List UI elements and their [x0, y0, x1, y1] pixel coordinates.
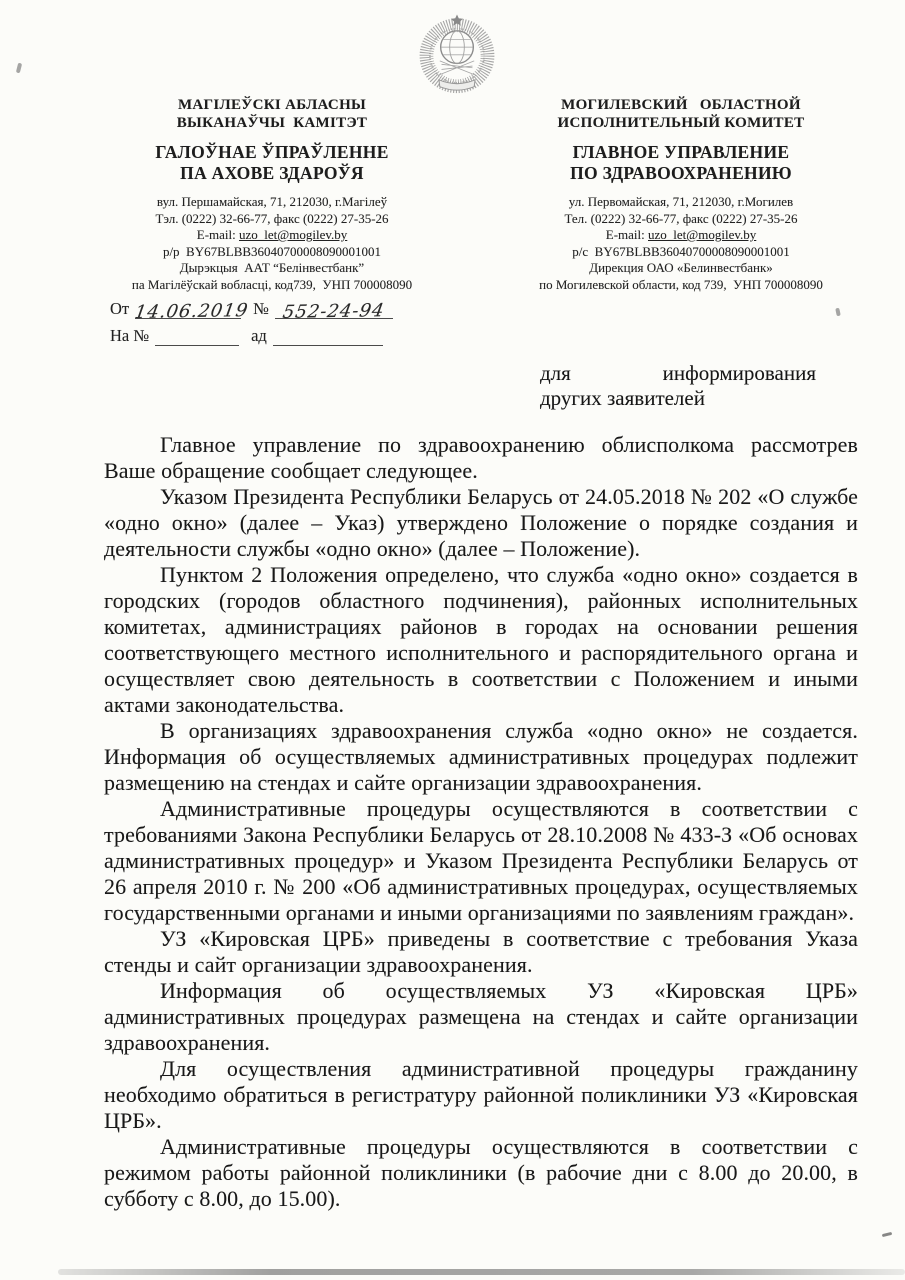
body-paragraph: Главное управление по здравоохранению облисполкома рассмотрев Ваше обращение сообщает следующее. [104, 432, 858, 483]
department-name-line: ПА АХОВЕ ЗДАРОЎЯ [180, 163, 364, 183]
phone-line: Тэл. (0222) 32-66-77, факс (0222) 27-35-26 [155, 210, 389, 226]
org-name-line: МАГІЛЕЎСКІ АБЛАСНЫ [177, 97, 367, 113]
department-name-line: ГАЛОЎНАЕ ЎПРАЎЛЕННЕ [155, 142, 389, 162]
contact-block [496, 194, 866, 293]
body-paragraph: Информация об осуществляемых УЗ «Кировская ЦРБ» административных процедурах размещена на стендах и сайте организации здравоохранения. [104, 978, 858, 1055]
body-paragraph: Административные процедуры осуществляются в соответствии с требованиями Закона Республики Беларусь от 28.10.2008 № 433-З «Об основах административных процедур» и Указом Президента Республики Беларусь от 26 апреля 2010 г. № 200 «Об административных процедурах, осуществляемых государственными органами и иными организациями по заявлениям граждан». [104, 796, 858, 925]
bank-account-line: р/с BY67BLBB36040700008090001001 [572, 243, 790, 259]
phone-line: Тел. (0222) 32-66-77, факс (0222) 27-35-26 [564, 210, 798, 226]
bank-account-line: р/р BY67BLBB36040700008090001001 [162, 243, 382, 259]
reply-number-label: На № [110, 326, 150, 345]
body-paragraph: Пунктом 2 Положения определено, что служба «одно окно» создается в городских (городов областного подчинения), районных исполнительных комитетах, администрациях районов в городах на основании решения соответствующего местного исполнительного и распорядительного органа и осуществляет свою деятельность в соответствии с Положением и иными актами законодательства. [104, 562, 858, 717]
bank-region-line: по Могилевской области, код 739, УНП 700008090 [539, 276, 823, 292]
letter-body [104, 432, 858, 1212]
email-line [98, 227, 446, 244]
body-paragraph: Для осуществления административной процедуры гражданину необходимо обратиться в регистратуру районной поликлиники УЗ «Кировская ЦРБ». [104, 1056, 858, 1133]
from-label: От [110, 299, 130, 318]
scan-speck-artifact [882, 1232, 892, 1237]
handwritten-number: 552-24-94 [281, 300, 387, 323]
addressee-line: для информирования [540, 361, 816, 385]
outgoing-ref-line [110, 299, 410, 326]
reply-from-label: ад [251, 326, 267, 345]
email-address: uzo_let@mogilev.by [239, 227, 348, 242]
belarus-emblem-graphic [412, 11, 502, 97]
contact-block [98, 194, 446, 293]
number-blank [275, 300, 393, 323]
reply-number-blank [155, 328, 239, 346]
header-belarusian [98, 96, 446, 293]
reply-date-blank [273, 328, 383, 346]
scan-speck-artifact [835, 308, 841, 317]
email-label: E-mail: [196, 227, 239, 242]
scan-edge-artifact [58, 1269, 905, 1275]
address-line: ул. Первомайская, 71, 212030, г.Могилев [568, 194, 794, 209]
body-paragraph: Указом Президента Республики Беларусь от 24.05.2018 № 202 «О службе «одно окно» (далее – Указ) утверждено Положение о порядке создания и деятельности службы «одно окно» (далее – Положение). [104, 484, 858, 561]
addressee-line: других заявителей [540, 385, 705, 410]
number-label: № [253, 299, 269, 318]
incoming-ref-line [110, 326, 410, 353]
body-paragraph: В организациях здравоохранения служба «одно окно» не создается. Информация об осуществляемых административных процедурах подлежит размещению на стендах и сайте организации здравоохранения. [104, 718, 858, 795]
email-label: E-mail: [605, 227, 648, 242]
reference-block [110, 299, 410, 353]
email-address: uzo_let@mogilev.by [648, 227, 757, 242]
date-blank [133, 300, 251, 323]
header-russian [496, 96, 866, 293]
coat-of-arms-icon [412, 11, 502, 97]
bank-region-line: па Магілёўскай вобласці, код739, УНП 700008090 [131, 276, 413, 292]
department-name-line: ГЛАВНОЕ УПРАВЛЕНИЕ [572, 142, 790, 162]
body-paragraph: УЗ «Кировская ЦРБ» приведены в соответствие с требования Указа стенды и сайт организации здравоохранения. [104, 926, 858, 977]
addressee-note [540, 361, 816, 410]
address-line: вул. Першамайская, 71, 212030, г.Магілеў [156, 194, 388, 209]
bank-name-line: Дырэкцыя ААТ “Белінвестбанк” [179, 260, 365, 275]
scan-speck-artifact [16, 63, 22, 74]
handwritten-date: 14.06.2019 [133, 300, 251, 323]
department-name-line: ПО ЗДРАВООХРАНЕНИЮ [570, 163, 792, 183]
org-name-line: ВЫКАНАЎЧЫ КАМІТЭТ [176, 115, 368, 131]
body-paragraph: Административные процедуры осуществляются в соответствии с режимом работы районной поликлиники (в рабочие дни с 8.00 до 20.00, в субботу с 8.00, до 15.00). [104, 1134, 858, 1211]
bank-name-line: Дирекция ОАО «Белинвестбанк» [589, 260, 773, 275]
org-name-line: ИСПОЛНИТЕЛЬНЫЙ КОМИТЕТ [557, 115, 805, 131]
email-line [496, 227, 866, 244]
org-name-line: МОГИЛЕВСКИЙ ОБЛАСТНОЙ [561, 97, 801, 113]
